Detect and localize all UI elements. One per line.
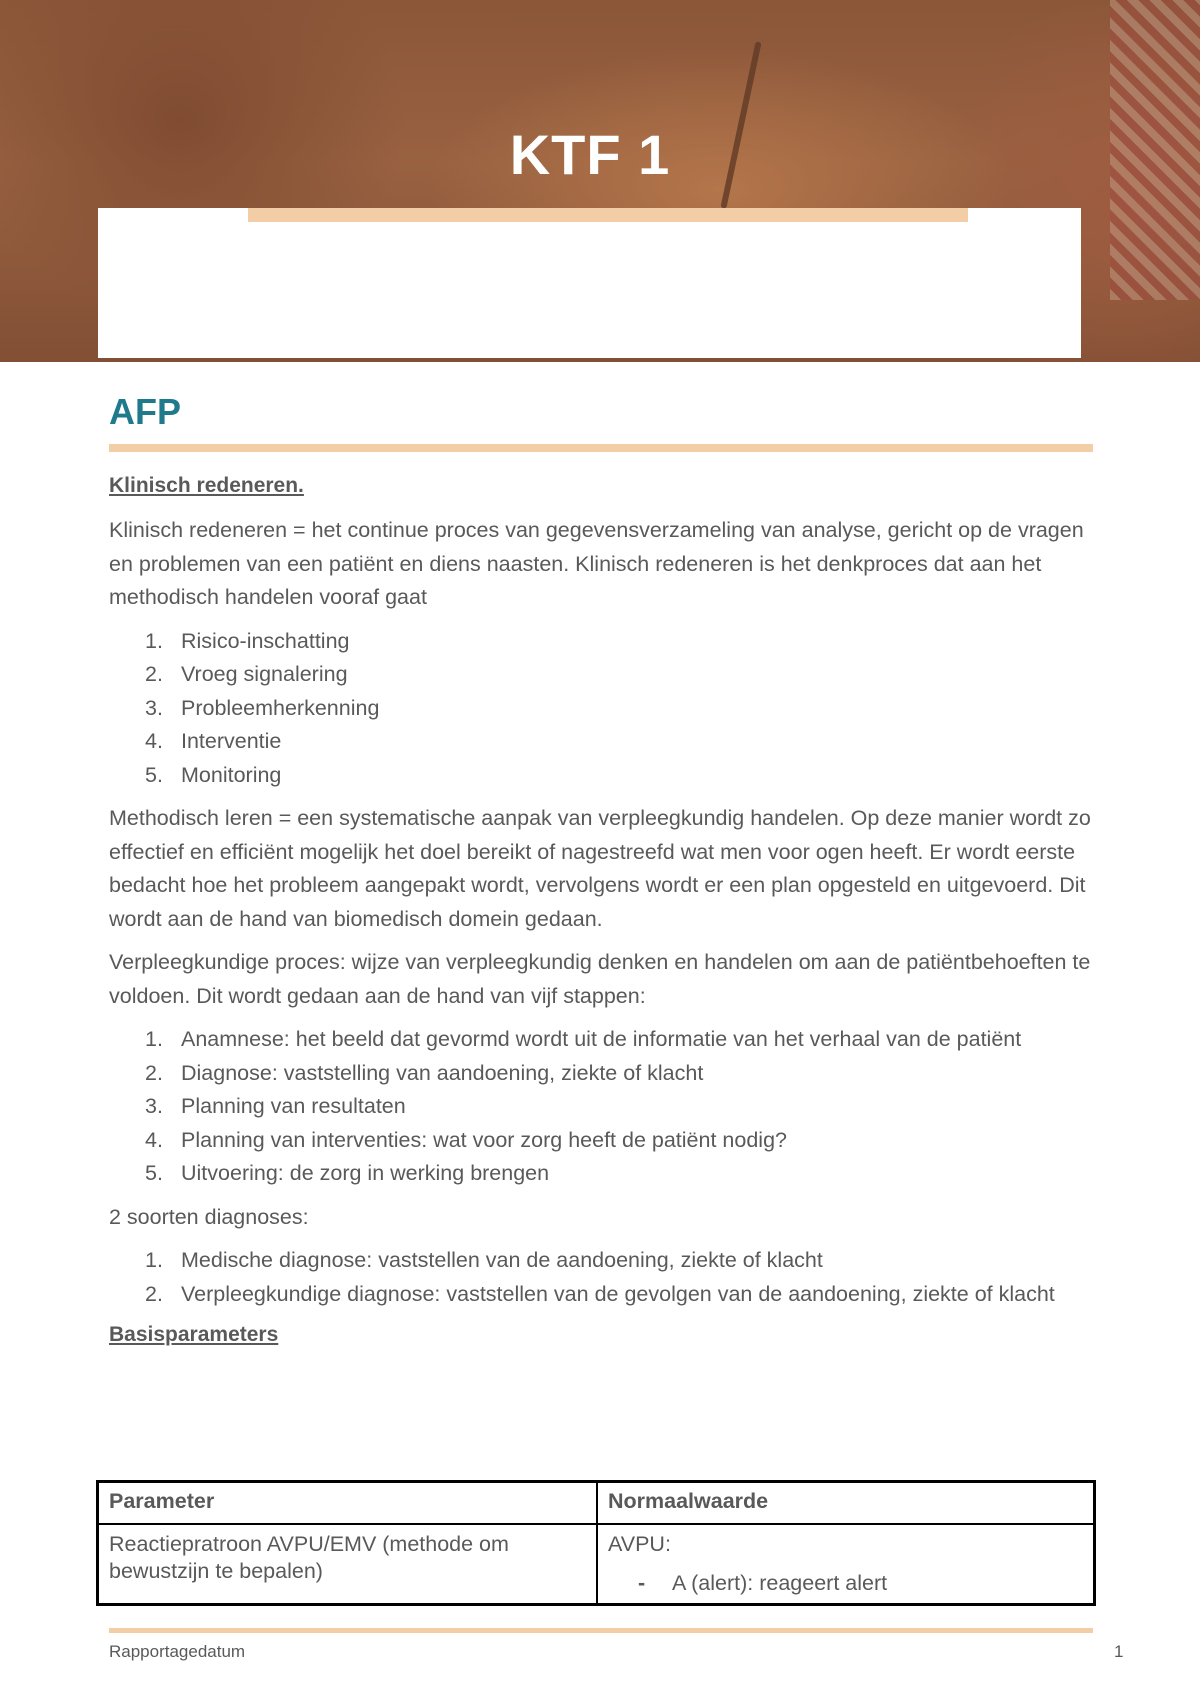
paragraph-diagnoses: 2 soorten diagnoses:	[109, 1204, 309, 1229]
column-header-normaalwaarde: Normaalwaarde	[597, 1482, 1095, 1525]
parameters-table	[96, 1480, 1096, 1606]
list-item: 4. Planning van interventies: wat voor zorg heeft de patiënt nodig?	[145, 1127, 787, 1152]
title-box	[98, 208, 1081, 358]
list-redeneren-steps	[109, 625, 1093, 793]
document-title: KTF 1	[509, 123, 671, 186]
section-heading: AFP	[109, 391, 181, 432]
value-item: - A (alert): reageert alert	[638, 1571, 888, 1595]
list-item: 1. Anamnese: het beeld dat gevormd wordt uit de informatie van het verhaal van de patiënt	[145, 1027, 1022, 1051]
list-item: 3. Probleemherkenning	[145, 695, 380, 720]
cover-image	[0, 0, 1200, 362]
list-item: 1. Risico-inschatting	[145, 628, 350, 653]
list-item: 5. Uitvoering: de zorg in werking brengen	[145, 1161, 550, 1185]
document-body	[109, 390, 1093, 1363]
paragraph-verpleegkundige-proces: Verpleegkundige proces: wijze van verpleegkundig denken en handelen om aan de patiëntbehoeften te voldoen. Dit wordt gedaan aan de hand van vijf stappen:	[109, 950, 1091, 1008]
list-process-steps	[109, 1023, 1093, 1191]
list-item: 2. Verpleegkundige diagnose: vaststellen van de gevolgen van de aandoening, ziekte of klacht	[145, 1281, 1055, 1306]
heading-rule	[109, 444, 1093, 452]
list-item: 5. Monitoring	[145, 762, 282, 787]
value-title: AVPU:	[608, 1532, 671, 1556]
page-number: 1	[1114, 1642, 1124, 1661]
title-accent-bar	[248, 208, 968, 222]
list-item: 1. Medische diagnose: vaststellen van de aandoening, ziekte of klacht	[145, 1248, 823, 1272]
list-item: 2. Diagnose: vaststelling van aandoening, ziekte of klacht	[145, 1060, 704, 1085]
paragraph-klinisch-redeneren: Klinisch redeneren = het continue proces van gegevensverzameling van analyse, gericht op de vragen en problemen van een patiënt en diens naasten. Klinisch redeneren is het denkproces dat aan het methodisch handelen vooraf gaat	[109, 518, 1084, 609]
cell-normaalwaarde	[597, 1524, 1095, 1605]
subheading-basisparameters: Basisparameters	[109, 1323, 279, 1346]
column-header-parameter: Parameter	[98, 1482, 598, 1525]
list-diagnoses	[109, 1244, 1093, 1311]
table-row	[98, 1524, 1095, 1605]
subheading-klinisch-redeneren: Klinisch redeneren.	[109, 474, 304, 497]
footer-report-date: Rapportagedatum	[109, 1642, 246, 1661]
cell-parameter: Reactiepratroon AVPU/EMV (methode om bewustzijn te bepalen)	[98, 1524, 598, 1605]
paragraph-methodisch-leren: Methodisch leren = een systematische aanpak van verpleegkundig handelen. Op deze manier wordt zo effectief en efficiënt mogelijk het doel bereikt of nagestreefd wat men voor ogen heeft. Er wordt eerste bedacht hoe het probleem aangepakt wordt, vervolgens wordt er een plan opgesteld en uitgevoerd. Dit wordt aan de hand van biomedisch domein gedaan.	[109, 806, 1091, 931]
footer-rule	[109, 1628, 1093, 1633]
table-header-row	[98, 1482, 1095, 1525]
list-item: 4. Interventie	[145, 729, 282, 753]
list-item: 2. Vroeg signalering	[145, 662, 348, 686]
list-item: 3. Planning van resultaten	[145, 1094, 406, 1118]
